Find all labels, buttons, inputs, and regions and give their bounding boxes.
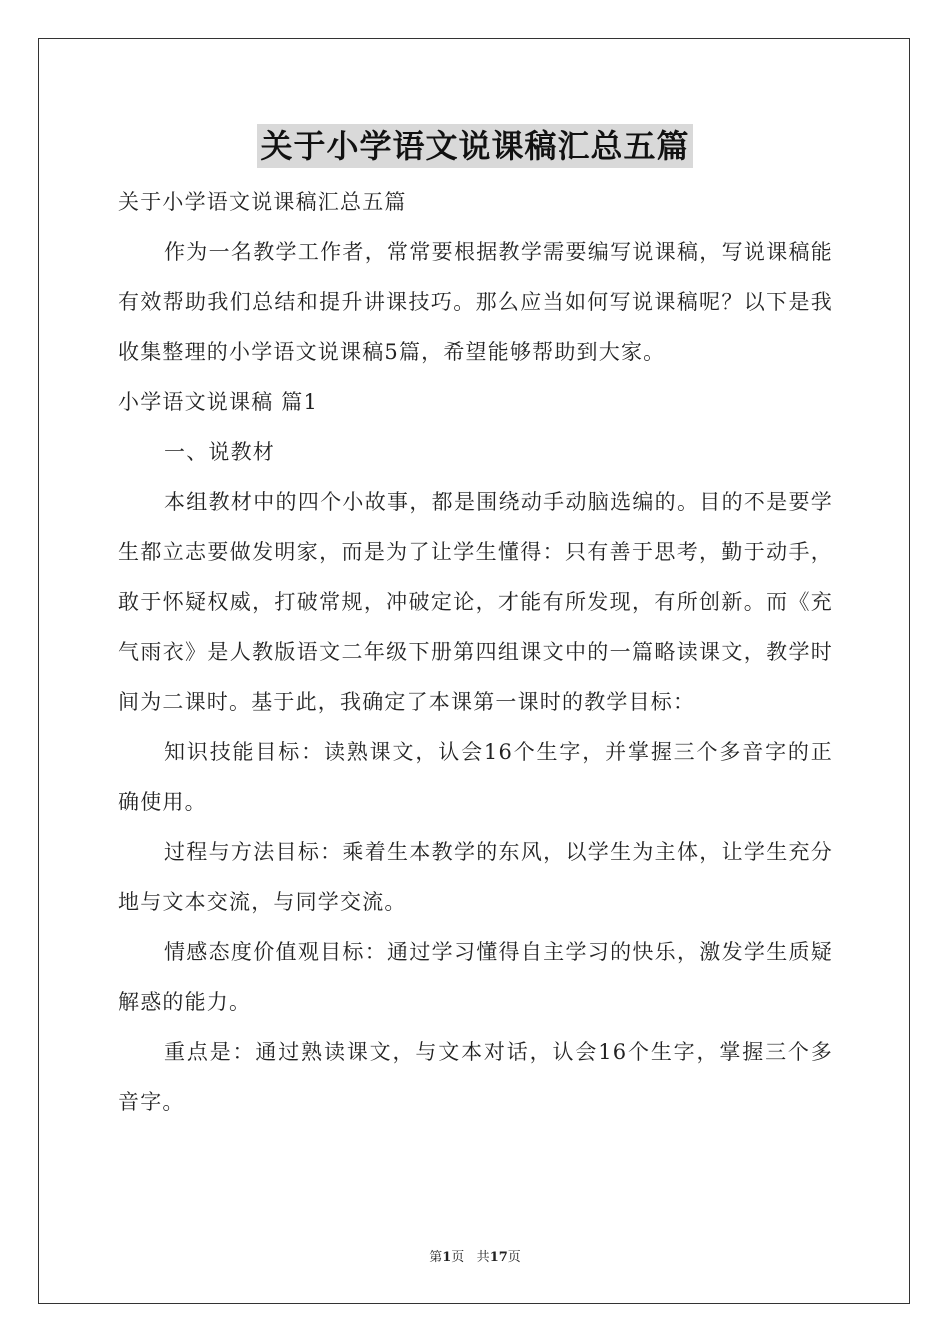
document-body: [118, 177, 833, 1127]
page-prefix: 第: [429, 1250, 443, 1265]
total-prefix: 共: [476, 1250, 490, 1265]
document-title: 关于小学语文说课稿汇总五篇: [257, 124, 692, 168]
section-heading: 小学语文说课稿 篇1: [118, 390, 319, 414]
body-paragraph: 本组教材中的四个小故事，都是围绕动手动脑选编的。目的不是要学生都立志要做发明家，而是为了让学生懂得：只有善于思考，勤于动手，敢于怀疑权威，打破常规，冲破定论，才能有所发现，有所创新。而《充气雨衣》是人教版语文二年级下册第四组课文中的一篇略读课文，教学时间为二课时。基于此，我确定了本课第一课时的教学目标：: [118, 490, 833, 714]
subtitle-line: 关于小学语文说课稿汇总五篇: [118, 190, 407, 214]
body-paragraph: 重点是：通过熟读课文，与文本对话，认会16个生字，掌握三个多音字。: [118, 1040, 833, 1114]
page-suffix: 页: [451, 1250, 465, 1265]
body-paragraph: 知识技能目标：读熟课文，认会16个生字，并掌握三个多音字的正确使用。: [118, 740, 833, 814]
title-container: [0, 124, 950, 168]
total-suffix: 页: [507, 1250, 521, 1265]
intro-paragraph: 作为一名教学工作者，常常要根据教学需要编写说课稿，写说课稿能有效帮助我们总结和提升讲课技巧。那么应当如何写说课稿呢？以下是我收集整理的小学语文说课稿5篇，希望能够帮助到大家。: [118, 240, 833, 364]
subsection-heading: 一、说教材: [164, 440, 275, 464]
body-paragraph: 情感态度价值观目标：通过学习懂得自主学习的快乐，激发学生质疑解惑的能力。: [118, 940, 833, 1014]
page-number: 1: [442, 1250, 452, 1265]
body-paragraph: 过程与方法目标：乘着生本教学的东风，以学生为主体，让学生充分地与文本交流，与同学交流。: [118, 840, 833, 914]
total-pages: 17: [489, 1250, 508, 1265]
page-footer: [0, 1246, 950, 1265]
